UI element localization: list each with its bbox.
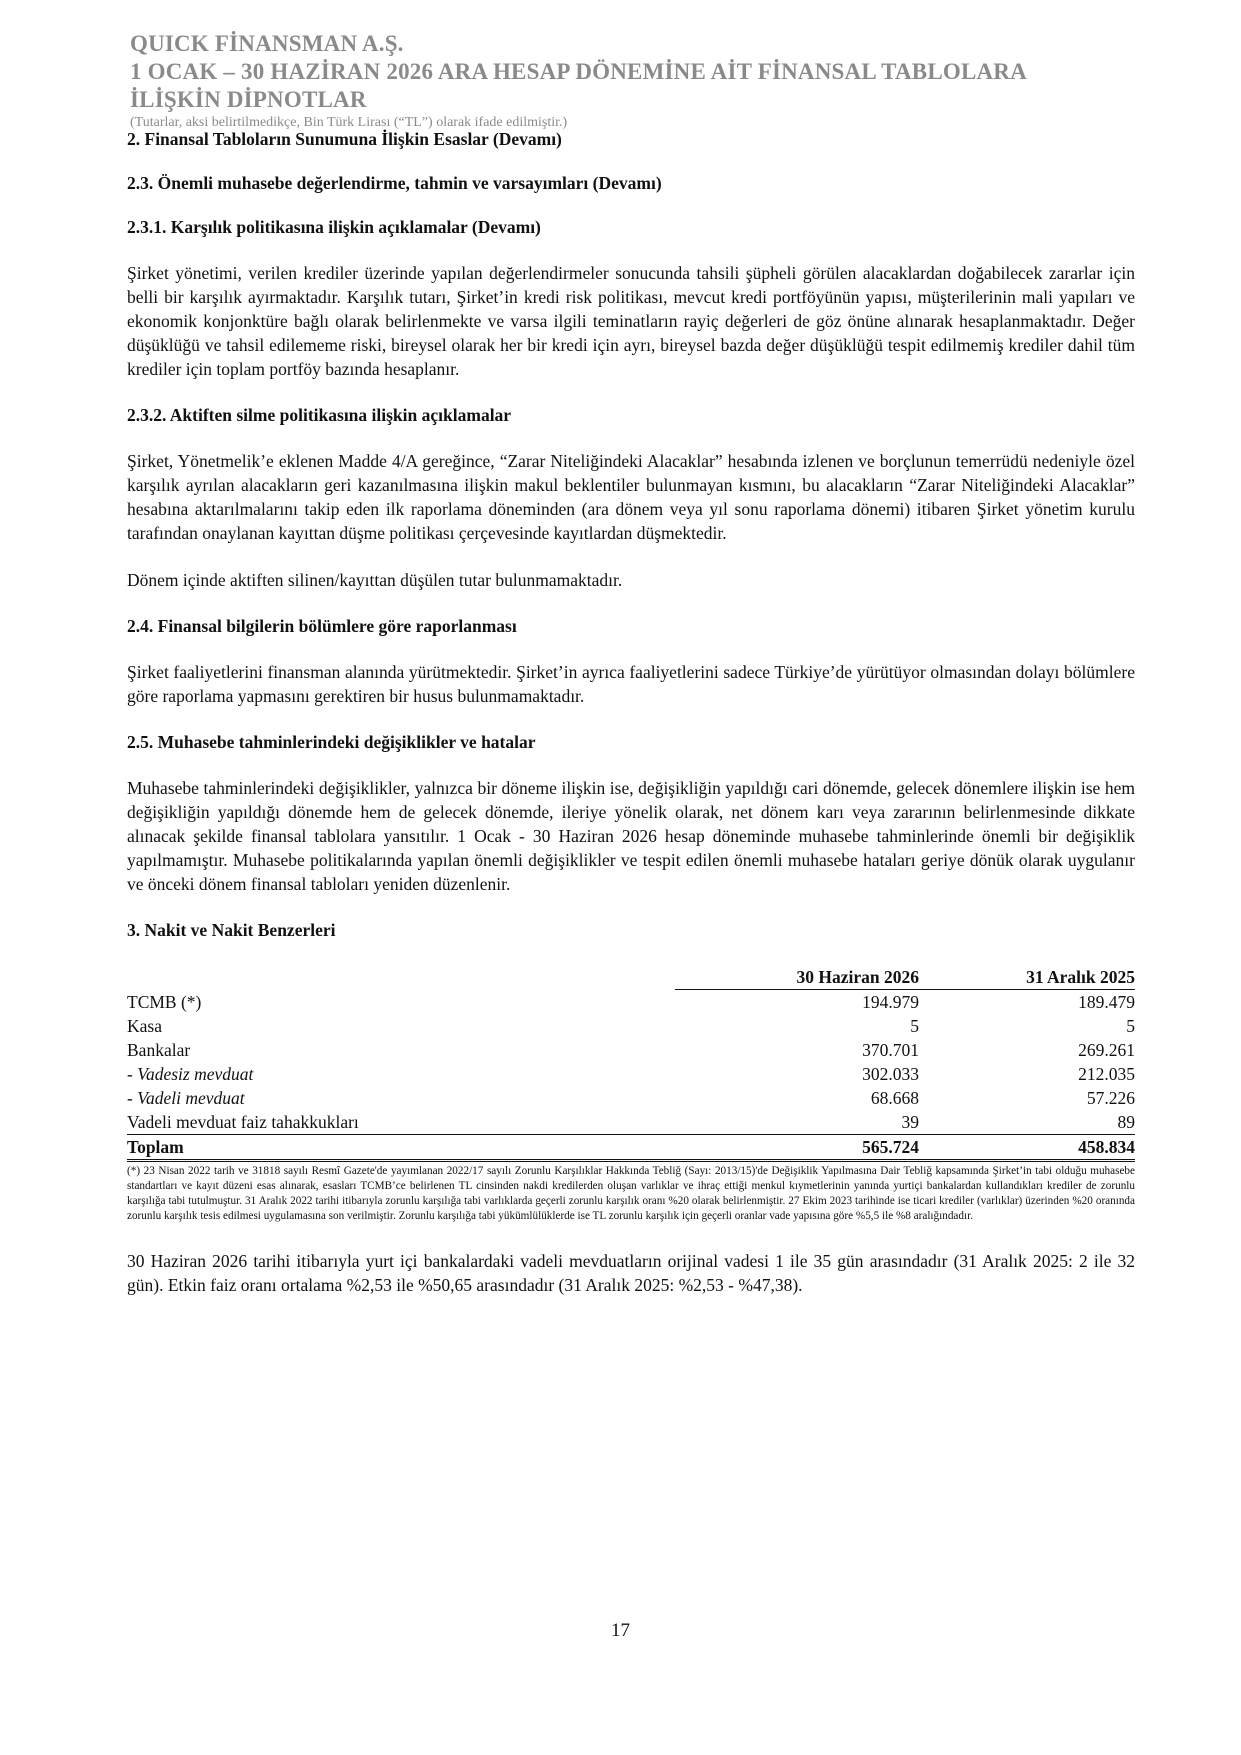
row-label: - Vadeli mevduat [127,1088,245,1108]
total-value-prior: 458.834 [919,1135,1135,1161]
row-value-prior: 189.479 [1078,992,1135,1012]
company-name: QUICK FİNANSMAN A.Ş. [130,31,404,56]
row-value-prior: 212.035 [1078,1064,1135,1084]
row-label: - Vadesiz mevduat [127,1064,254,1084]
page-content [127,128,1135,1297]
row-value-prior: 89 [1117,1112,1135,1132]
report-title-line2: İLİŞKİN DİPNOTLAR [130,87,367,112]
report-title-line1: 1 OCAK – 30 HAZİRAN 2026 ARA HESAP DÖNEMİNE AİT FİNANSAL TABLOLARA [130,59,1027,84]
table-row [127,1014,1135,1038]
table-footnote: (*) 23 Nisan 2022 tarih ve 31818 sayılı Resmî Gazete'de yayımlanan 2022/17 sayılı Zorunlu Karşılıklar Hakkında Tebliğ (Sayı: 2013/15)'de Değişiklik Yapılmasına Dair Tebliğ kapsamında Şirket’in tabi olduğu muhasebe standartları ve kayıt düzeni esas alınarak, esasları TCMB’ce belirlenen TL cinsinden nakdi kredilerden oluşan varlıklar ve ihraç ettiği menkul kıymetlerinin yanında yurtiçi bankalardan kullandıkları krediler de zorunlu karşılığa tabi tutulmuştur. 31 Aralık 2022 tarihi itibarıyla zorunlu karşılığa tabi varlıklarda geçerli zorunlu karşılık oranı %20 olarak belirlenmiştir. 27 Ekim 2023 tarihinde ise ticari krediler (varlıklar) üzerinden %20 oranında zorunlu karşılık tesis edilmesi uygulamasına son verilmiştir. Zorunlu karşılığa tabi yükümlülüklerde ise TL zorunlu karşılık için geçerli oranlar vade yapısına göre %5,5 ile %8 aralığındadır. [127,1165,1135,1222]
page-number: 17 [611,1620,630,1641]
section-heading-2-3: 2.3. Önemli muhasebe değerlendirme, tahmin ve varsayımları (Devamı) [127,173,662,193]
table-total-row [127,1135,1135,1161]
row-value-current: 302.033 [862,1064,919,1084]
column-header-current: 30 Haziran 2026 [675,965,919,990]
row-value-prior: 5 [1126,1016,1135,1036]
row-value-prior: 269.261 [1078,1040,1135,1060]
total-label: Toplam [127,1135,675,1161]
row-value-current: 370.701 [862,1040,919,1060]
row-value-current: 39 [901,1112,919,1132]
paragraph-segment-reporting: Şirket faaliyetlerini finansman alanında yürütmektedir. Şirket’in ayrıca faaliyetlerini sadece Türkiye’de yürütüyor olmasından dolayı bölümlere göre raporlama yapmasını gerektiren bir husus bulunmamaktadır. [127,662,1135,706]
paragraph-provision-policy: Şirket yönetimi, verilen krediler üzerinde yapılan değerlendirmeler sonucunda tahsili şüpheli görülen alacaklardan doğabilecek zararlar için belli bir karşılık ayırmaktadır. Karşılık tutarı, Şirket’in kredi risk politikası, mevcut kredi portföyünün yapısı, müşterilerinin mali yapıları ve ekonomik konjonktüre bağlı olarak belirlenmekte ve varsa ilgili teminatların rayiç değerleri de göz önüne alınarak hesaplanmaktadır. Değer düşüklüğü ve tahsil edilememe riski, bireysel olarak her bir kredi için ayrı, bireysel bazda değer düşüklüğü tespit edilmemiş krediler dahil tüm krediler için toplam portföy bazında hesaplanır. [127,263,1135,379]
row-label: TCMB (*) [127,991,202,1012]
cash-equivalents-table [127,965,1135,1162]
section-heading-2: 2. Finansal Tabloların Sunumuna İlişkin Esaslar (Devamı) [127,129,562,149]
row-label: Kasa [127,1016,162,1036]
table-header-row [127,965,1135,990]
section-heading-3: 3. Nakit ve Nakit Benzerleri [127,920,336,940]
row-label: Vadeli mevduat faiz tahakkukları [127,1112,359,1132]
row-value-current: 194.979 [862,992,919,1012]
total-value-current: 565.724 [675,1135,919,1161]
row-value-current: 5 [910,1016,919,1036]
currency-note: (Tutarlar, aksi belirtilmedikçe, Bin Türk Lirası (“TL”) olarak ifade edilmiştir.) [130,115,568,130]
row-value-current: 68.668 [870,1088,919,1108]
section-heading-2-5: 2.5. Muhasebe tahminlerindeki değişiklikler ve hatalar [127,732,536,752]
paragraph-write-off-policy: Şirket, Yönetmelik’e eklenen Madde 4/A gereğince, “Zarar Niteliğindeki Alacaklar” hesabında izlenen ve borçlunun temerrüdü nedeniyle özel karşılık ayrılan alacakların geri kazanılmasına ilişkin makul beklentiler bulunmayan kısmını, bu alacakların “Zarar Niteliğindeki Alacaklar” hesabına aktarılmalarını takip eden ilk raporlama döneminden (ara dönem veya yıl sonu raporlama dönemi) itibaren Şirket yönetim kurulu tarafından onaylanan kayıttan düşme politikası çerçevesinde kayıtlardan düşmektedir. [127,451,1135,543]
column-header-prior: 31 Aralık 2025 [919,965,1135,990]
table-row [127,1110,1135,1135]
page-header [130,30,1120,132]
row-value-prior: 57.226 [1086,1088,1135,1108]
table-row [127,1062,1135,1086]
paragraph-deposit-maturity: 30 Haziran 2026 tarihi itibarıyla yurt içi bankalardaki vadeli mevduatların orijinal vadesi 1 ile 35 gün arasındadır (31 Aralık 2025: 2 ile 32 gün). Etkin faiz oranı ortalama %2,53 ile %50,65 arasındadır (31 Aralık 2025: %2,53 - %47,38). [127,1251,1135,1295]
table-row [127,1038,1135,1062]
section-heading-2-3-1: 2.3.1. Karşılık politikasına ilişkin açıklamalar (Devamı) [127,217,541,237]
section-heading-2-4: 2.4. Finansal bilgilerin bölümlere göre raporlanması [127,616,517,636]
table-row [127,990,1135,1015]
section-heading-2-3-2: 2.3.2. Aktiften silme politikasına ilişkin açıklamalar [127,405,512,425]
paragraph-write-off-amount: Dönem içinde aktiften silinen/kayıttan düşülen tutar bulunmamaktadır. [127,570,623,590]
paragraph-estimate-changes: Muhasebe tahminlerindeki değişiklikler, yalnızca bir döneme ilişkin ise, değişikliğin yapıldığı cari dönemde, gelecek dönemlere ilişkin ise hem değişikliğin yapıldığı dönemde hem de gelecek dönemde, ileriye yönelik olarak, net dönem karı veya zararının belirlenmesinde dikkate alınacak şekilde finansal tablolara yansıtılır. 1 Ocak - 30 Haziran 2026 hesap döneminde muhasebe tahminlerinde önemli bir değişiklik yapılmamıştır. Muhasebe politikalarında yapılan önemli değişiklikler ve tespit edilen önemli muhasebe hataları geriye dönük olarak uygulanır ve önceki dönem finansal tabloları yeniden düzenlenir. [127,778,1135,894]
table-row [127,1086,1135,1110]
row-label: Bankalar [127,1040,191,1060]
